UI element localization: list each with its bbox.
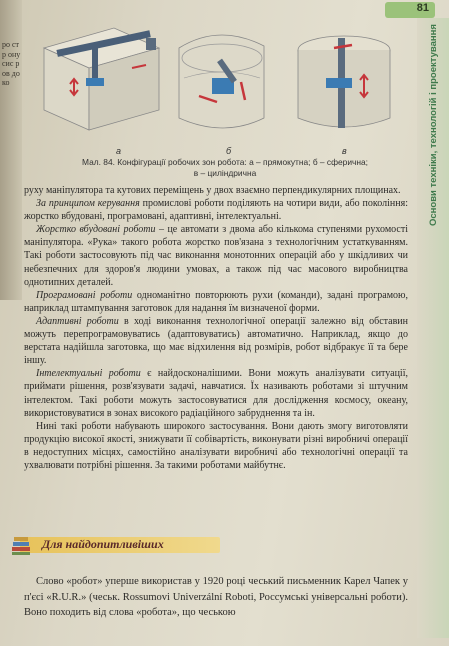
cylindrical-zone-drawing [298,36,390,128]
section-title: Для найдопитливіших [42,537,164,551]
rectangular-zone-drawing [44,28,159,130]
curious-section-header [10,533,230,559]
paragraph-1-text: промислові роботи поділяють на чотири види, або покоління: жорстко вбудовані, програмовані, адаптивні, інтелектуальні. [24,198,408,223]
robot-zones-illustration [34,18,404,148]
paragraph-2-lead: Жорстко вбудовані роботи [36,224,156,236]
paragraph-4-lead: Адаптивні роботи [36,315,119,327]
page-spine [0,0,22,300]
side-section-title: Основи техніки, технологій і проектування [428,24,439,226]
paragraph-5-text: є найдосконалішими. Вони можуть аналізувати ситуації, приймати рішення, розв'язувати задачі, навчатися. Їх називають роботами зі штучним інтелектом. Такі роботи можуть застосовуватися для дослідження космосу, океану, використовуватися в зонах високого радіаційного забруднення та ін. [24,368,408,419]
paragraph-0-text: руху маніпулятора та кутових переміщень у двох взаємно перпендикулярних площинах. [24,185,401,196]
paragraph-6 [24,420,408,472]
figure-label-b: б [226,146,232,156]
paragraph-4 [24,315,408,367]
curious-section-text [24,574,408,621]
paragraph-6-text: Нині такі роботи набувають широкого застосування. Вони дають змогу виготовляти продукцію високої якості, знижувати її собівартість, виконувати різні виробничі операції в недоступних місцях, самостійно аналізувати виробничі або технологічні операції та ухвалювати потрібні рішення. За такими роботами майбутнє. [24,420,408,471]
paragraph-3-lead: Програмовані роботи [36,289,133,301]
caption-line-2: в – циліндрична [193,168,257,178]
paragraph-1-lead: За принципом керування [36,198,140,210]
paragraph-4-text: в ході виконання технологічної операції залежно від обставин можуть перепрограмовуватись (адаптовуватись) автоматично. Наприклад, якщо до верстата надійшла заготовка, що має відхилення від розмірів, робот відбракує її та бере іншу. [24,315,408,367]
paragraph-5 [24,367,408,419]
figure-caption [60,157,390,179]
paragraph-3-text: одноманітно повторюють рухи (команди), задані програмою, наприклад штампування заготовок для надання їм визначеної форми. [24,289,409,314]
paragraph-3 [24,289,408,315]
page-number: 81 [416,2,429,14]
figure-label-c: в [342,146,347,156]
paragraph-1 [24,197,408,223]
spine-text-fragment: ро стр ону сис ров до ко [2,40,21,87]
caption-line-1: Мал. 84. Конфігурації робочих зон робота: а – прямокутна; б – сферична; [82,157,368,167]
footer-paragraph: Слово «робот» уперше використав у 1920 році чеський письменник Карел Чапек у п'єсі «R.U.R.» (чеськ. Rossumovi Univerzální Roboti, Россумські універсальні роботи). Воно походить від слова «робота», що чеською [24,576,408,618]
books-icon [10,533,32,557]
paragraph-2 [24,223,408,288]
body-text [24,184,408,472]
figure-label-a: а [116,146,122,156]
paragraph-2-text: – це автомати з двома або кількома ступенями рухомості маніпулятора. «Рука» такого робота жорстко пов'язана з технологічним устаткуванням. Такі роботи застосовують під час виконання монотонних операцій або у шкідливих чи небезпечних для здоров'я людини умовах, а також під час масового виробництва однотипних деталей. [24,224,409,288]
spherical-zone-drawing [179,35,264,128]
robot-work-zones-figure [34,18,404,156]
paragraph-5-lead: Інтелектуальні роботи [36,368,141,380]
paragraph-0 [24,184,408,197]
